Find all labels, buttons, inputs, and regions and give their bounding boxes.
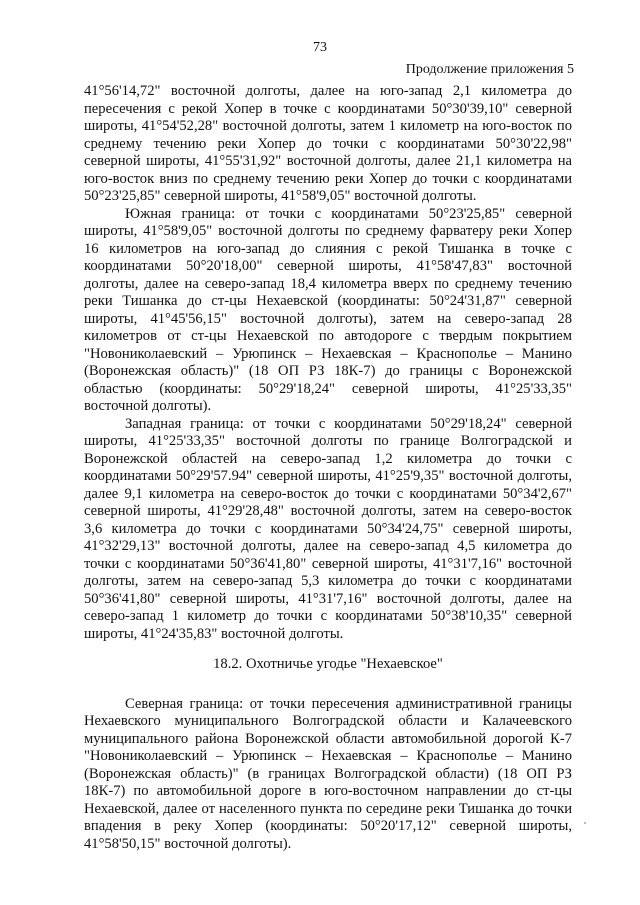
scan-speck bbox=[584, 822, 586, 824]
document-body bbox=[84, 83, 572, 853]
paragraph-south-boundary: Южная граница: от точки с координатами 50°23'25,85" северной широты, 41°58'9,05" восточной долготы по среднему фарватеру реки Хопер 16 километров на юго-запад до слияния с рекой Тишанка в точке с координатами 50°20'18,00" северной широты, 41°58'47,83" восточной долготы, далее на северо-запад 18,4 километра вверх по среднему течению реки Тишанка до ст-цы Нехаевской (координаты: 50°24'31,87" северной широты, 41°45'56,15" восточной долготы), затем на северо-запад 28 километров от ст-цы Нехаевской по автодороге с твердым покрытием "Новониколаевский – Урюпинск – Нехаевская – Краснополье – Манино (Воронежская область)" (18 ОП РЗ 18К-7) до границы с Воронежской областью (координаты: 50°29'18,24" северной широты, 41°25'33,35" восточной долготы). bbox=[84, 205, 572, 414]
appendix-continuation-label: Продолжение приложения 5 bbox=[405, 62, 574, 77]
paragraph-north-boundary: Северная граница: от точки пересечения административной границы Нехаевского муниципального Волгоградской области и Калачеевского муниципального района Воронежской области автомобильной дорогой К-7 "Новониколаевский – Урюпинск – Нехаевская – Краснополье – Манино (Воронежская область)" (в границах Волгоградской области) (18 ОП РЗ 18К-7) по автомобильной дороге в юго-восточном направлении до ст-цы Нехаевской, далее от населенного пункта по середине реки Тишанка до точки впадения в реку Хопер (координаты: 50°20'17,12" северной широты, 41°58'50,15" восточной долготы). bbox=[84, 695, 572, 852]
paragraph-west-boundary: Западная граница: от точки с координатами 50°29'18,24" северной широты, 41°25'33,35" восточной долготы по границе Волгоградской и Воронежской областей на северо-запад 1,2 километра до точки с координатами 50°29'57.94" северной широты, 41°25'9,35" восточной долготы, далее 9,1 километра на северо-восток до точки с координатами 50°34'2,67" северной широты, 41°29'28,48" восточной долготы, затем на северо-восток 3,6 километра до точки с координатами 50°34'24,75" северной широты, 41°32'29,13" восточной долготы, далее на северо-запад 4,5 километра до точки с координатами 50°36'41,80" северной широты, 41°31'7,16" восточной долготы, затем на северо-запад 5,3 километра до точки с координатами 50°36'41,80" северной широты, 41°31'7,16" восточной долготы, далее на северо-запад 1 километр до точки с координатами 50°38'10,35" северной широты, 41°24'35,83" восточной долготы. bbox=[84, 415, 572, 642]
paragraph-east-boundary-end: 41°56'14,72" восточной долготы, далее на юго-запад 2,1 километра до пересечения с рекой Хопер в точке с координатами 50°30'39,10" северной широты, 41°54'52,28" восточной долготы, затем 1 километр на юго-восток по среднему течению реки Хопер до точки с координатами 50°30'22,98" северной широты, 41°55'31,92" восточной долготы, далее 21,1 километра на юго-восток вниз по среднему течению реки Хопер до точки с координатами 50°23'25,85" северной широты, 41°58'9,05" восточной долготы. bbox=[84, 83, 572, 204]
page-number: 73 bbox=[313, 40, 327, 55]
section-heading: 18.2. Охотничье угодье "Нехаевское" bbox=[213, 656, 443, 672]
